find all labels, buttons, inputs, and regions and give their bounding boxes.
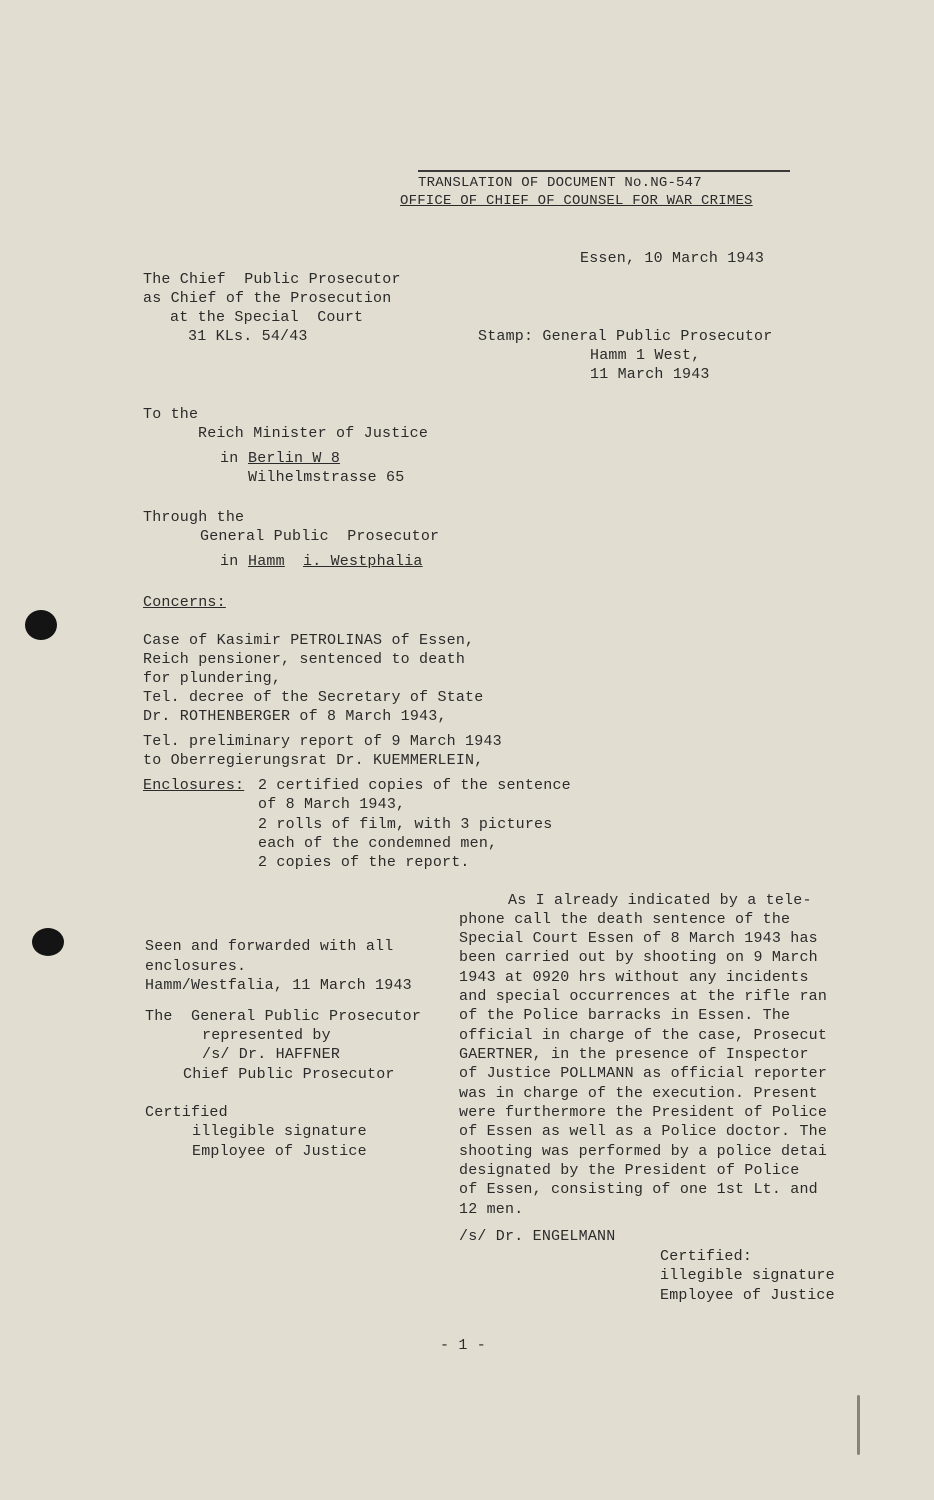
recipient-minister: Reich Minister of Justice (198, 425, 429, 442)
file-reference: 31 KLs. 54/43 (188, 328, 308, 345)
stamp-line: 11 March 1943 (590, 366, 710, 383)
report-line: of the Police barracks in Essen. The (459, 1007, 791, 1024)
enclosure-line: each of the condemned men, (258, 835, 498, 852)
sender-line: at the Special Court (170, 309, 364, 326)
report-line: Special Court Essen of 8 March 1943 has (459, 930, 818, 947)
concerns-line: for plundering, (143, 670, 282, 687)
report-line: and special occurrences at the rifle ran (459, 988, 828, 1005)
enclosure-line: 2 rolls of film, with 3 pictures (258, 816, 553, 833)
office-line: OFFICE OF CHIEF OF COUNSEL FOR WAR CRIMES (400, 193, 753, 209)
report-line: been carried out by shooting on 9 March (459, 949, 818, 966)
report-signature: illegible signature (660, 1267, 835, 1284)
concerns-line: Dr. ROTHENBERGER of 8 March 1943, (143, 708, 447, 725)
report-line: of Essen, consisting of one 1st Lt. and (459, 1181, 818, 1198)
stamp-line: Hamm 1 West, (590, 347, 701, 364)
concerns-line: Reich pensioner, sentenced to death (143, 651, 466, 668)
page-edge-mark (857, 1395, 860, 1455)
report-line: of Justice POLLMANN as official reporter (459, 1065, 828, 1082)
forwarded-represented: represented by (202, 1027, 331, 1044)
enclosures-label: Enclosures: (143, 777, 245, 794)
through-official: General Public Prosecutor (200, 528, 440, 545)
report-line: was in charge of the execution. Present (459, 1085, 818, 1102)
forwarded-official: The General Public Prosecutor (145, 1008, 422, 1025)
concerns-line: Tel. decree of the Secretary of State (143, 689, 484, 706)
report-line: As I already indicated by a tele- (508, 892, 812, 909)
stamp-line: Stamp: General Public Prosecutor (478, 328, 773, 345)
punch-hole-top (25, 610, 57, 640)
through-city: Hamm (248, 553, 285, 570)
report-signed: /s/ Dr. ENGELMANN (459, 1228, 616, 1245)
forwarded-title: Chief Public Prosecutor (183, 1066, 395, 1083)
report-line: 12 men. (459, 1201, 524, 1218)
translation-line: TRANSLATION OF DOCUMENT No.NG-547 (418, 175, 702, 191)
recipient-city: Berlin W 8 (248, 450, 341, 467)
concerns-label: Concerns: (143, 594, 226, 611)
concerns-line: Case of Kasimir PETROLINAS of Essen, (143, 632, 475, 649)
concerns-line: to Oberregierungsrat Dr. KUEMMERLEIN, (143, 752, 484, 769)
report-line: designated by the President of Police (459, 1162, 800, 1179)
report-line: phone call the death sentence of the (459, 911, 791, 928)
forwarded-line: Seen and forwarded with all (145, 938, 394, 955)
forwarded-certified: Certified (145, 1104, 228, 1121)
enclosure-line: 2 copies of the report. (258, 854, 470, 871)
report-employee: Employee of Justice (660, 1287, 835, 1304)
enclosure-line: of 8 March 1943, (258, 796, 406, 813)
recipient-to: To the (143, 406, 199, 423)
report-line: GAERTNER, in the presence of Inspector (459, 1046, 809, 1063)
forwarded-signed: /s/ Dr. HAFFNER (202, 1046, 341, 1063)
sender-line: as Chief of the Prosecution (143, 290, 392, 307)
through-in: in (220, 553, 239, 570)
report-line: were furthermore the President of Police (459, 1104, 828, 1121)
concerns-line: Tel. preliminary report of 9 March 1943 (143, 733, 502, 750)
header-rule (418, 170, 790, 172)
enclosure-line: 2 certified copies of the sentence (258, 777, 571, 794)
sender-line: The Chief Public Prosecutor (143, 271, 401, 288)
report-line: shooting was performed by a police detai (459, 1143, 828, 1160)
recipient-in: in (220, 450, 239, 467)
forwarded-line: enclosures. (145, 958, 247, 975)
through-label: Through the (143, 509, 245, 526)
report-line: of Essen as well as a Police doctor. The (459, 1123, 828, 1140)
recipient-street: Wilhelmstrasse 65 (248, 469, 405, 486)
forwarded-line: Hamm/Westfalia, 11 March 1943 (145, 977, 412, 994)
forwarded-signature: illegible signature (192, 1123, 367, 1140)
punch-hole-bottom (32, 928, 64, 956)
report-line: official in charge of the case, Prosecut (459, 1027, 828, 1044)
through-region: i. Westphalia (303, 553, 423, 570)
report-certified: Certified: (660, 1248, 753, 1265)
report-line: 1943 at 0920 hrs without any incidents (459, 969, 809, 986)
forwarded-employee: Employee of Justice (192, 1143, 367, 1160)
page-number: - 1 - (440, 1337, 487, 1354)
date-line: Essen, 10 March 1943 (580, 250, 765, 267)
